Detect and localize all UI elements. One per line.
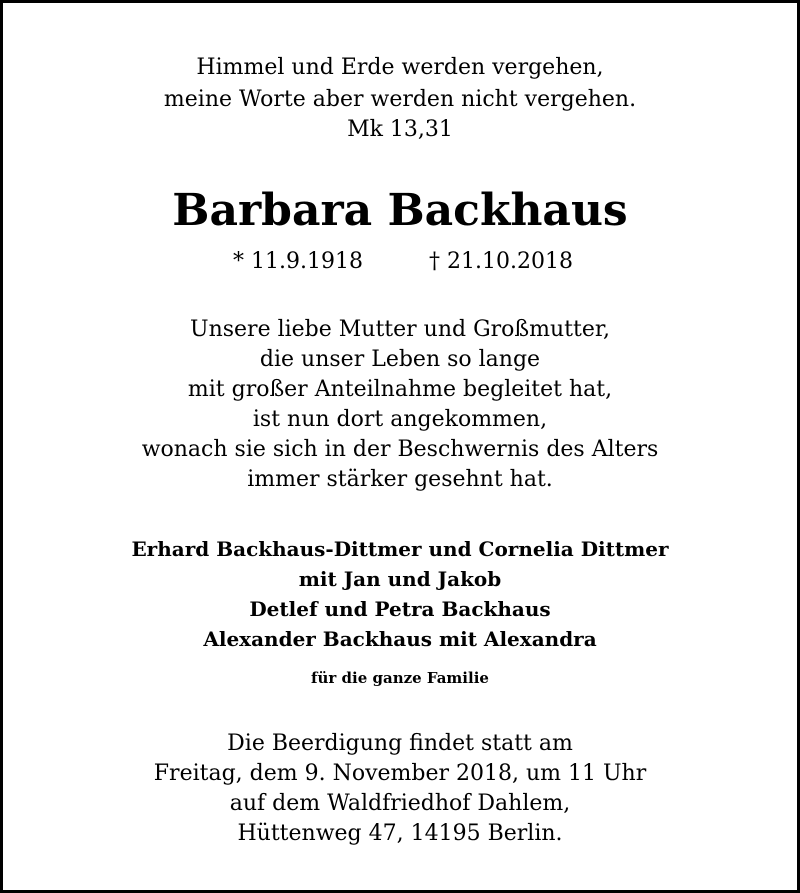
family-line-4: Alexander Backhaus mit Alexandra <box>203 627 597 651</box>
family-note: für die ganze Familie <box>311 669 489 687</box>
funeral-line-4: Hüttenweg 47, 14195 Berlin. <box>237 821 563 846</box>
notice-text-line-2: die unser Leben so lange <box>259 347 541 372</box>
notice-text-line-3: mit großer Anteilnahme begleitet hat, <box>187 377 613 402</box>
family-line-3: Detlef und Petra Backhaus <box>249 597 551 621</box>
notice-text-line-1: Unsere liebe Mutter und Großmutter, <box>190 317 610 342</box>
funeral-line-1: Die Beerdigung findet statt am <box>227 731 573 756</box>
family-line-2: mit Jan und Jakob <box>298 567 502 591</box>
deceased-name: Barbara Backhaus <box>172 185 628 236</box>
bible-verse-reference: Mk 13,31 <box>347 117 453 142</box>
notice-text-line-4: ist nun dort angekommen, <box>252 407 548 432</box>
notice-text-line-5: wonach sie sich in der Beschwernis des Alters <box>141 437 659 462</box>
family-line-1: Erhard Backhaus-Dittmer und Cornelia Dittmer <box>131 537 669 561</box>
death-date: † 21.10.2018 <box>429 249 573 274</box>
birth-date: * 11.9.1918 <box>233 249 363 274</box>
bible-verse-line-2: meine Worte aber werden nicht vergehen. <box>163 87 637 112</box>
bible-verse-line-1: Himmel und Erde werden vergehen, <box>196 55 604 80</box>
notice-text-line-6: immer stärker gesehnt hat. <box>247 467 553 492</box>
funeral-line-2: Freitag, dem 9. November 2018, um 11 Uhr <box>153 761 647 786</box>
funeral-line-3: auf dem Waldfriedhof Dahlem, <box>229 791 571 816</box>
